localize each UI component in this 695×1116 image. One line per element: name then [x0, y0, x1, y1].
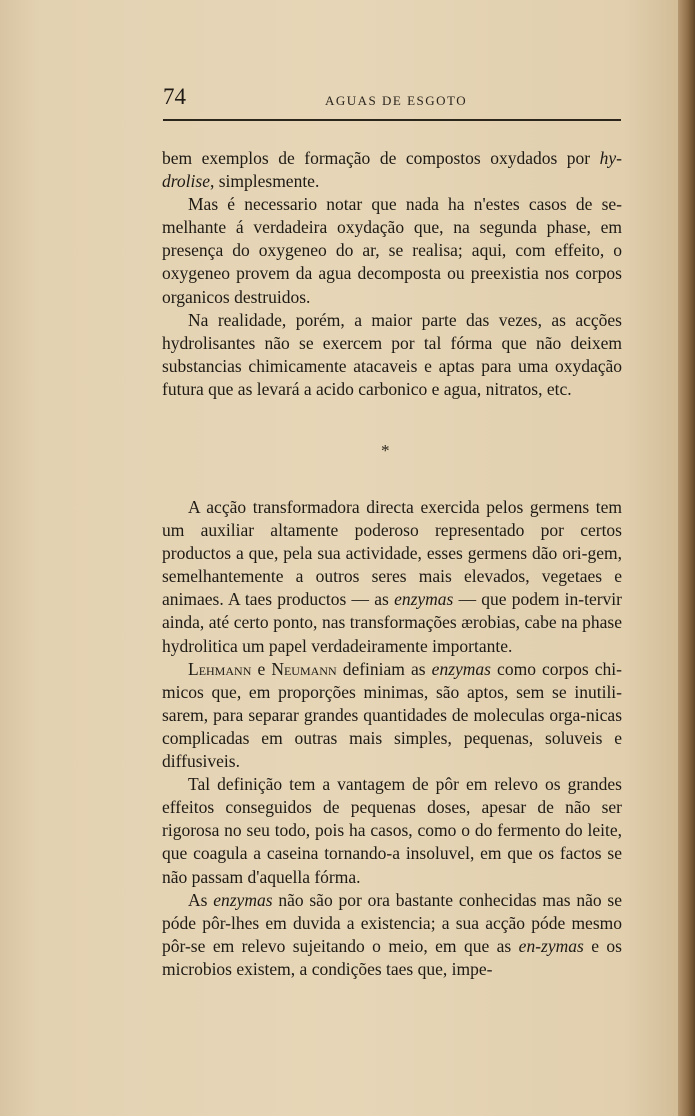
page-header: [163, 84, 621, 116]
author-name: Neumann: [271, 658, 337, 679]
text-run: — que podem in-tervir ainda, até certo ponto, nas transformações ærobias, cabe na phase hydrolitica um papel verdadeiramente importante.: [162, 589, 622, 656]
text-run: A acção transformadora directa exercida pelos germens tem um auxiliar altamente poderoso representado por certos productos a que, pela sua actividade, esses germens dão ori-gem, semelhantemente a outros seres mais elevados, vegetaes e animaes. A taes productos — as: [162, 497, 622, 610]
paragraph: [162, 193, 622, 308]
paragraph: [162, 658, 622, 773]
text-run: como corpos chi-micos que, em proporções minimas, são aptos, sem se inutili-sarem, para separar grandes quantidades de moleculas orga-nicas complicadas em outras mais simples, pequenas, soluveis e diffusiveis.: [162, 658, 622, 772]
author-name: Lehmann: [188, 658, 252, 679]
italic-text: en-zymas: [518, 935, 584, 956]
text-run: As: [188, 889, 214, 910]
italic-text: enzymas: [431, 658, 491, 679]
paragraph: [162, 309, 622, 401]
header-rule: [163, 119, 621, 121]
text-run: e: [251, 658, 272, 679]
text-run: não são por ora bastante conhecidas mas não se póde pôr-lhes em duvida a existencia; a sua acção póde mesmo pôr-se em relevo sujeitando o meio, em que as: [162, 889, 622, 956]
page-edge: [678, 0, 695, 1116]
italic-text: hy-drolise: [162, 148, 622, 192]
italic-text: enzymas: [394, 589, 454, 610]
text-run: Mas é necessario notar que nada ha n'estes casos de se-melhante á verdadeira oxydação que, na segunda phase, em presença do oxygeneo do ar, se realisa; aqui, com effeito, o oxygeneo provem da agua decomposta ou preexistia nos corpos organicos destruidos.: [162, 194, 622, 307]
paragraph: [162, 773, 622, 888]
section-separator: *: [381, 441, 390, 460]
text-run: , simplesmente.: [209, 171, 320, 192]
page-number: 74: [163, 84, 186, 109]
text-run: Na realidade, porém, a maior parte das vezes, as acções hydrolisantes não se exercem por tal fórma que não deixem substancias chimicamente atacaveis e aptas para uma oxydação futura que as levará a acido carbonico e agua, nitratos, etc.: [162, 309, 622, 399]
running-title: AGUAS DE ESGOTO: [325, 93, 468, 108]
text-block-bottom: [162, 496, 622, 981]
text-run: e os microbios existem, a condições taes que, impe-: [162, 935, 622, 979]
text-block-top: [162, 147, 622, 401]
paragraph: [162, 889, 622, 981]
text-run: definiam as: [336, 658, 432, 679]
paragraph: [162, 496, 622, 658]
italic-text: enzymas: [213, 889, 273, 910]
text-run: bem exemplos de formação de compostos oxydados por: [162, 148, 600, 168]
paragraph: [162, 147, 622, 193]
text-run: Tal definição tem a vantagem de pôr em relevo os grandes effeitos conseguidos de pequenas doses, apesar de não ser rigorosa no seu todo, pois ha casos, como o do fermento do leite, que coagula a caseina tornando-a insoluvel, em que os factos se não passam d'aquella fórma.: [162, 774, 622, 887]
